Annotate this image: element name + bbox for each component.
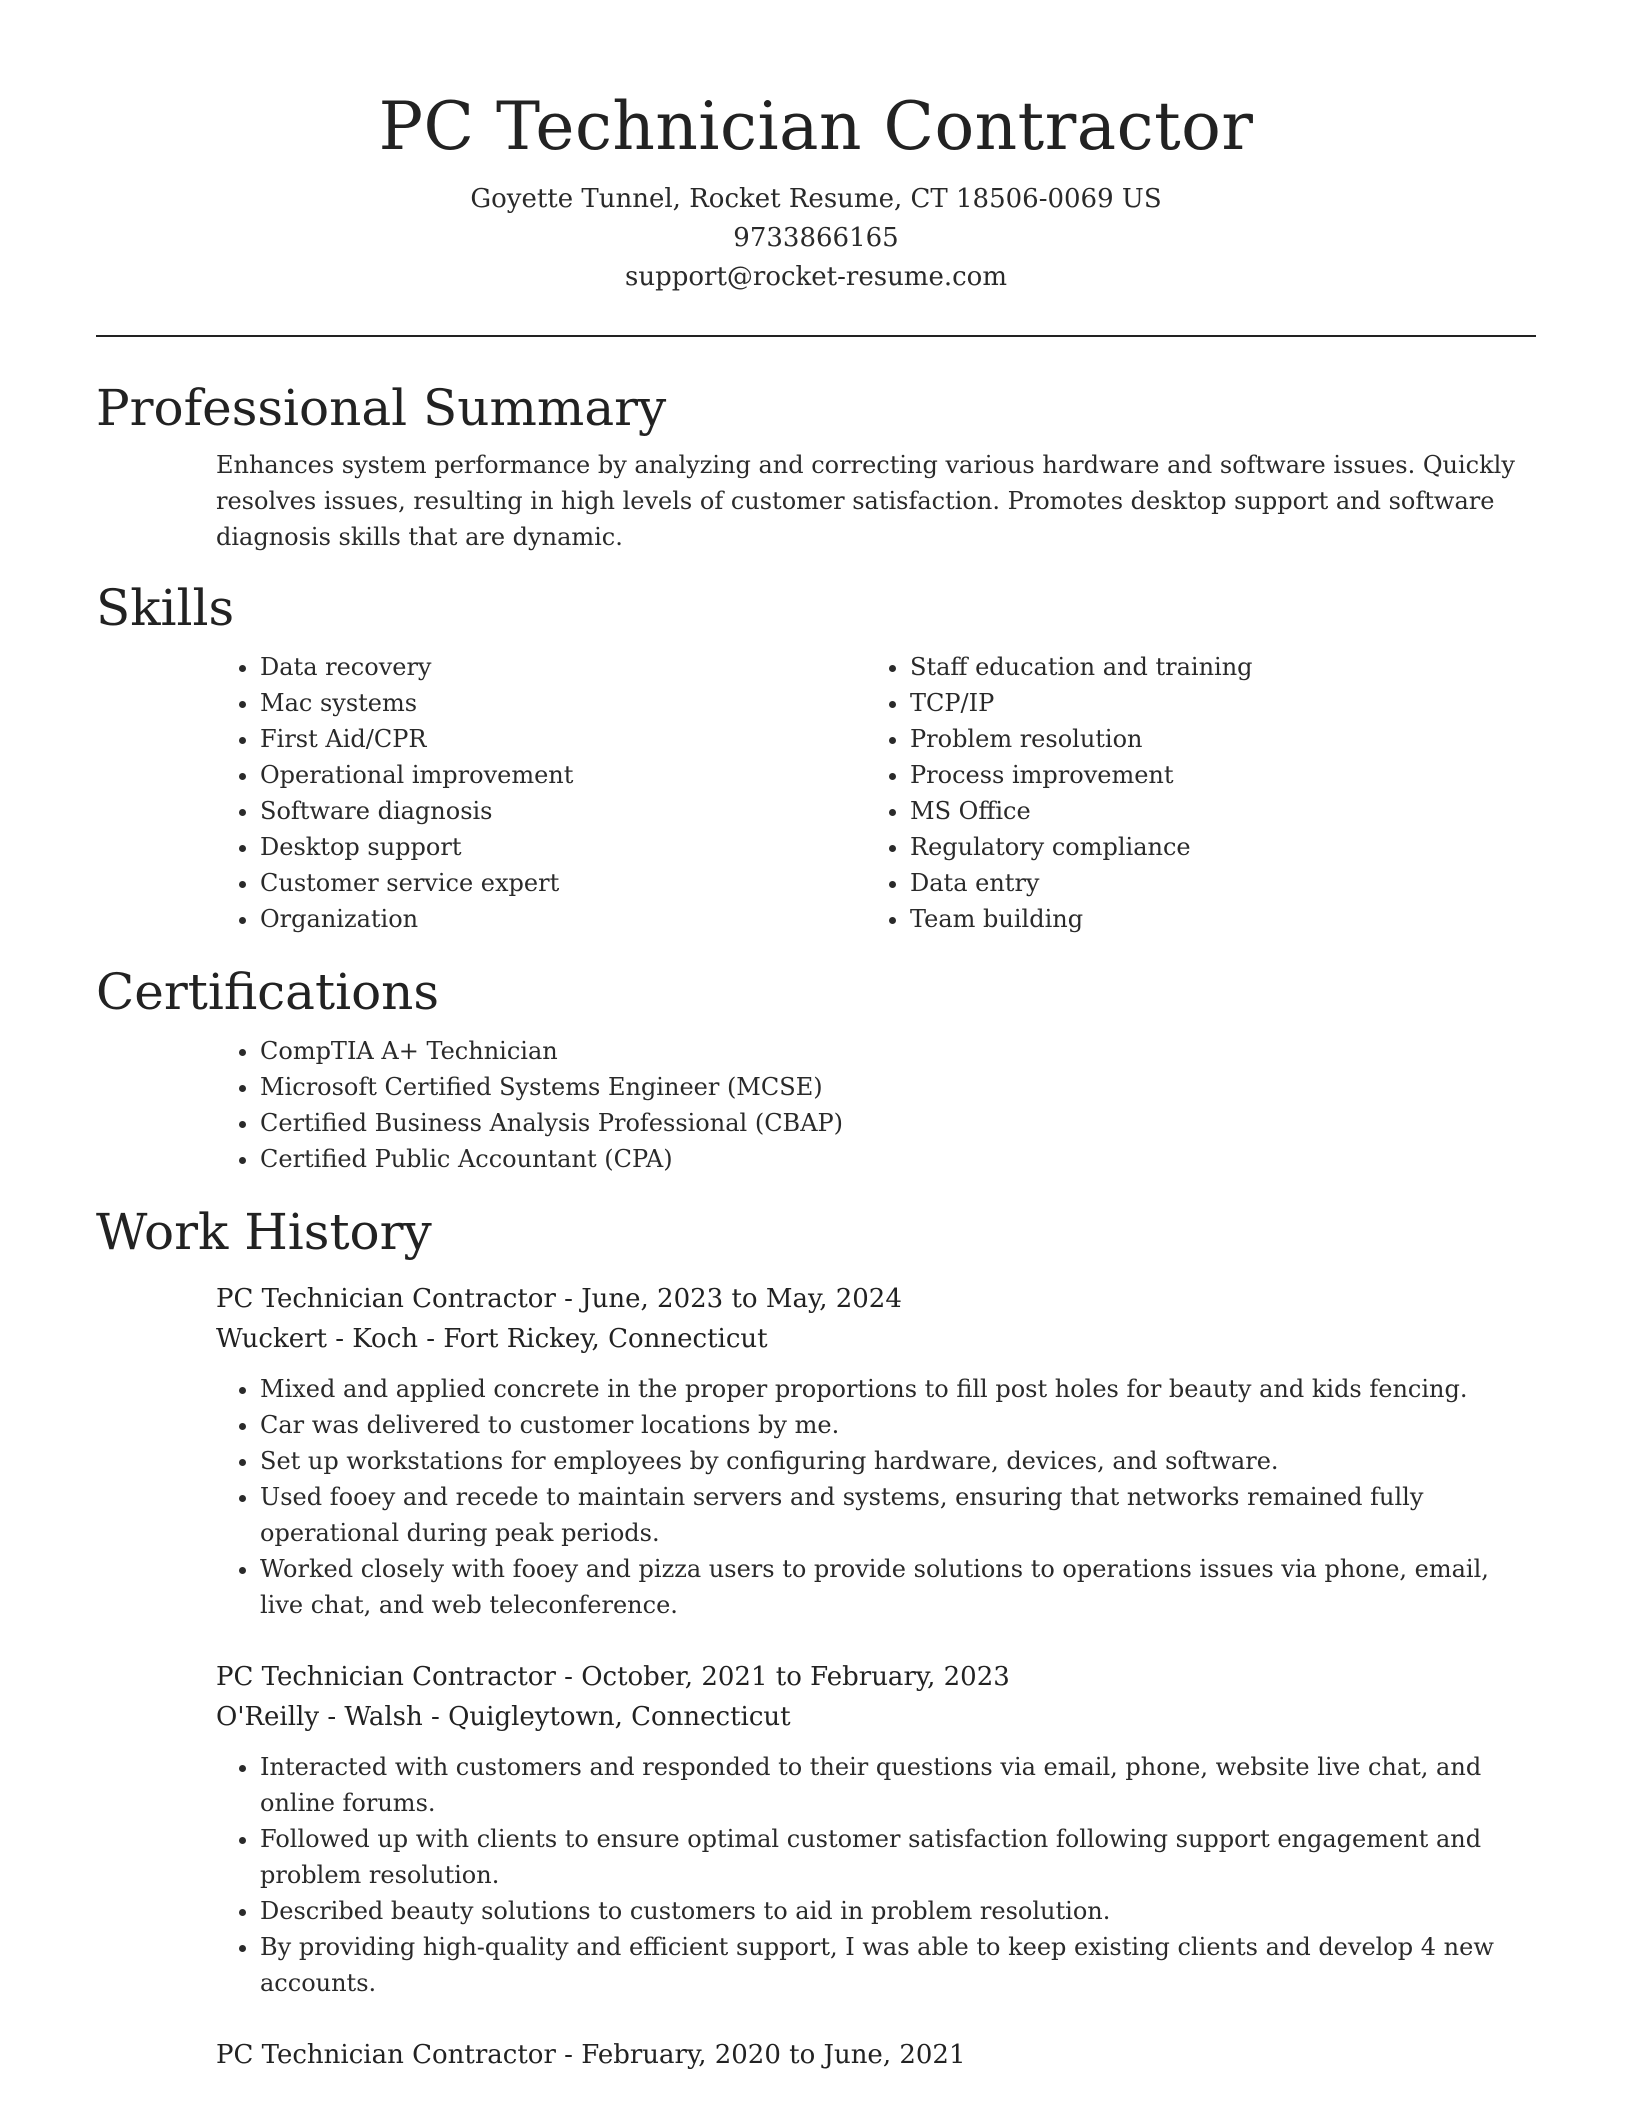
job-title-line bbox=[216, 1279, 1536, 1319]
skill-list bbox=[866, 649, 1516, 937]
skill-item: • Desktop support bbox=[260, 829, 866, 865]
contact-phone: 9733866165 bbox=[733, 223, 899, 253]
skill-list bbox=[216, 649, 866, 937]
job-duty-item: • Described beauty solutions to customers to aid in problem resolution. bbox=[260, 1893, 1536, 1929]
candidate-name: PC Technician Contractor bbox=[378, 88, 1254, 165]
skill-item: • Regulatory compliance bbox=[910, 829, 1516, 865]
job-company-line bbox=[216, 1319, 1536, 1359]
job-role: PC Technician Contractor bbox=[216, 1284, 556, 1314]
skill-item: • MS Office bbox=[910, 793, 1516, 829]
job-duty-item: • Interacted with customers and responded to their questions via email, phone, website live chat, and online forums. bbox=[260, 1749, 1536, 1821]
job-dates: - February, 2020 to June, 2021 bbox=[555, 2040, 966, 2070]
skill-item: • Process improvement bbox=[910, 757, 1516, 793]
job-duty-item: • Worked closely with fooey and pizza users to provide solutions to operations issues via phone, email, live chat, and web teleconference. bbox=[260, 1551, 1536, 1623]
contact-address: Goyette Tunnel, Rocket Resume, CT 18506-0069 US bbox=[470, 184, 1162, 214]
job-duty-list bbox=[216, 1749, 1536, 2001]
job-role: PC Technician Contractor bbox=[216, 2040, 556, 2070]
certifications-list bbox=[96, 1033, 1536, 1177]
skill-item: • Data recovery bbox=[260, 649, 866, 685]
summary-text: Enhances system performance by analyzing and correcting various hardware and software issues. Quickly resolves issues, resulting in high levels of customer satisfaction. Promotes desktop support and software diagnosis skills that are dynamic. bbox=[216, 451, 1515, 551]
job-duty-item: • Car was delivered to customer locations by me. bbox=[260, 1407, 1536, 1443]
job-entry-1 bbox=[96, 1279, 1536, 1623]
skill-item: • Mac systems bbox=[260, 685, 866, 721]
contact-email: support@rocket-resume.com bbox=[624, 262, 1007, 292]
job-dates: - October, 2021 to February, 2023 bbox=[555, 1662, 1010, 1692]
certification-item: • Certified Public Accountant (CPA) bbox=[260, 1141, 1536, 1177]
skill-item: • Team building bbox=[910, 901, 1516, 937]
job-location: - Quigleytown, Connecticut bbox=[422, 1702, 791, 1732]
skill-item: • Problem resolution bbox=[910, 721, 1516, 757]
certification-item: • Microsoft Certified Systems Engineer (MCSE) bbox=[260, 1069, 1536, 1105]
job-duty-item: • Followed up with clients to ensure optimal customer satisfaction following support engagement and problem resolution. bbox=[260, 1821, 1536, 1893]
job-title-line bbox=[216, 2035, 1536, 2075]
skills-column-right bbox=[866, 649, 1516, 937]
job-duty-item: • Mixed and applied concrete in the proper proportions to fill post holes for beauty and kids fencing. bbox=[260, 1371, 1536, 1407]
job-duty-item: • By providing high-quality and efficient support, I was able to keep existing clients and develop 4 new accounts. bbox=[260, 1929, 1536, 2001]
job-duty-item: • Used fooey and recede to maintain servers and systems, ensuring that networks remained fully operational during peak periods. bbox=[260, 1479, 1536, 1551]
resume-page bbox=[96, 0, 1536, 2075]
skill-item: • Operational improvement bbox=[260, 757, 866, 793]
job-entry-2 bbox=[96, 1657, 1536, 2001]
skills-heading: Skills bbox=[96, 579, 235, 637]
skill-item: • Customer service expert bbox=[260, 865, 866, 901]
skill-item: • First Aid/CPR bbox=[260, 721, 866, 757]
skill-item: • Organization bbox=[260, 901, 866, 937]
job-duty-list bbox=[216, 1371, 1536, 1623]
job-duty-item: • Set up workstations for employees by configuring hardware, devices, and software. bbox=[260, 1443, 1536, 1479]
job-company: Wuckert - Koch bbox=[216, 1324, 418, 1354]
certifications-heading: Certifications bbox=[96, 963, 440, 1021]
skills-grid bbox=[96, 649, 1536, 937]
certification-item: • Certified Business Analysis Professional (CBAP) bbox=[260, 1105, 1536, 1141]
job-location: - Fort Rickey, Connecticut bbox=[418, 1324, 768, 1354]
skill-item: • TCP/IP bbox=[910, 685, 1516, 721]
job-entry-3 bbox=[96, 2035, 1536, 2075]
skills-column-left bbox=[216, 649, 866, 937]
certification-item: • CompTIA A+ Technician bbox=[260, 1033, 1536, 1069]
job-company: O'Reilly - Walsh bbox=[216, 1702, 423, 1732]
certification-list bbox=[216, 1033, 1536, 1177]
job-company-line bbox=[216, 1697, 1536, 1737]
job-dates: - June, 2023 to May, 2024 bbox=[555, 1284, 902, 1314]
skill-item: • Staff education and training bbox=[910, 649, 1516, 685]
skill-item: • Software diagnosis bbox=[260, 793, 866, 829]
resume-header bbox=[96, 0, 1536, 297]
contact-block bbox=[96, 180, 1536, 297]
summary-heading: Professional Summary bbox=[96, 379, 667, 437]
work-history-heading: Work History bbox=[96, 1203, 432, 1261]
job-title-line bbox=[216, 1657, 1536, 1697]
header-divider bbox=[96, 335, 1536, 337]
job-role: PC Technician Contractor bbox=[216, 1662, 556, 1692]
skill-item: • Data entry bbox=[910, 865, 1516, 901]
